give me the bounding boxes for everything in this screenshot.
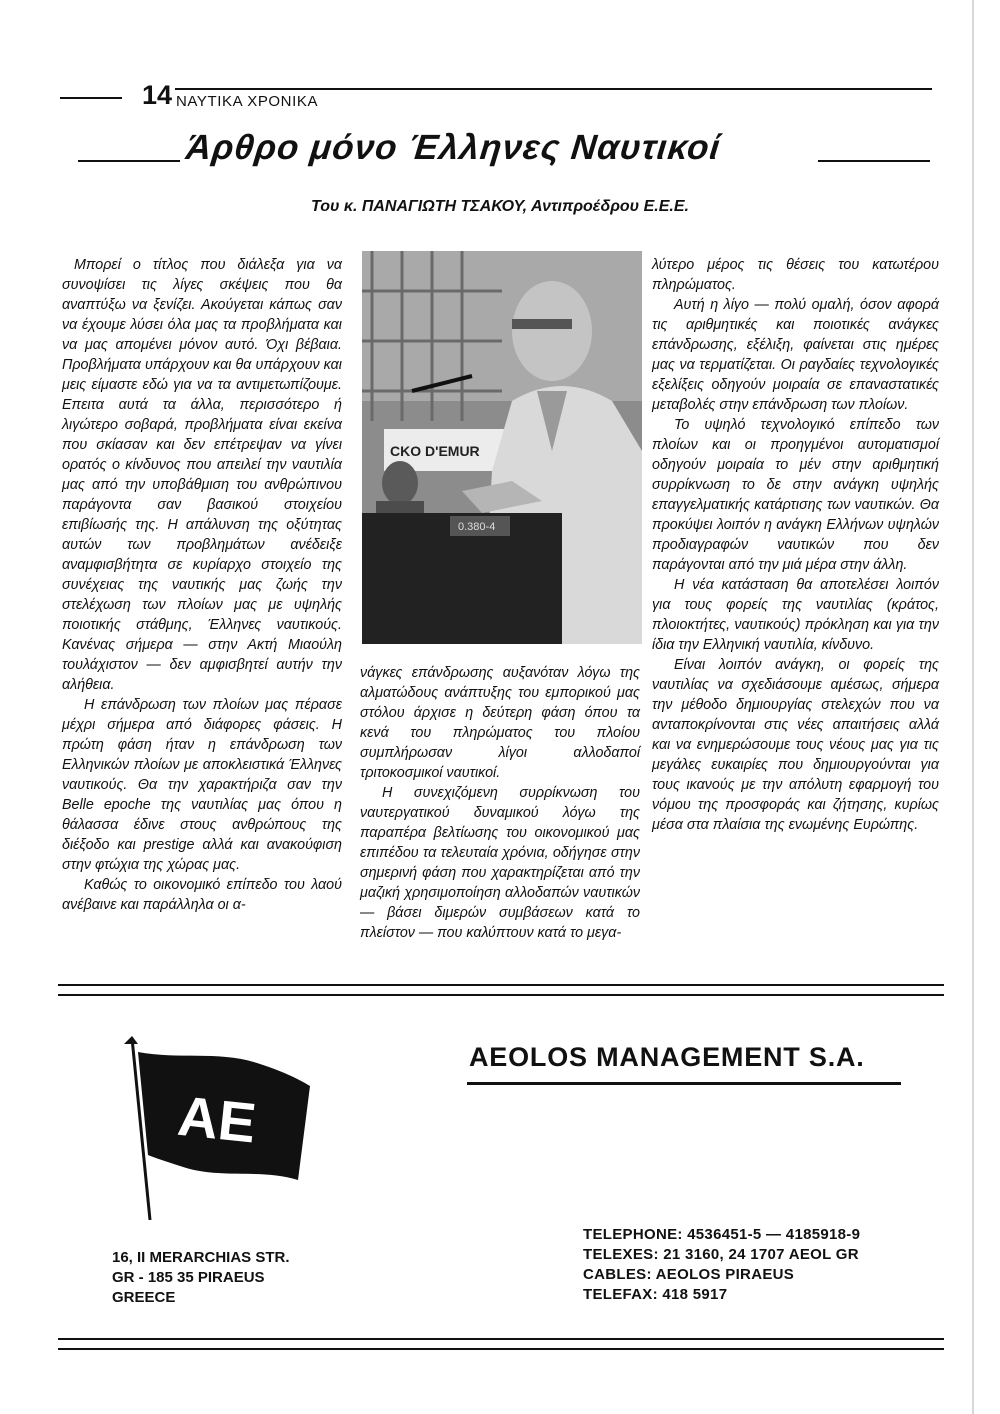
- contact-cables: CABLES: AEOLOS PIRAEUS: [583, 1266, 795, 1283]
- header-rule-left: [60, 97, 122, 99]
- contact-telephone: TELEPHONE: 4536451-5 — 4185918-9: [583, 1226, 861, 1243]
- address-line: GR - 185 35 PIRAEUS: [112, 1269, 265, 1286]
- article-column-2: [360, 663, 640, 943]
- flag-letters: AE: [175, 1083, 259, 1155]
- article-column-1: [62, 255, 342, 915]
- speaker-photo: [362, 251, 642, 644]
- speaker-photo-image: [362, 251, 642, 644]
- column-3-paragraph: Είναι λοιπόν ανάγκη, οι φορείς της ναυτιλίας να σχεδιάσουμε αμέσως, σήμερα την μέθοδο δημιουργίας στελεχών που να ανταποκρίνονται στις νέες απαιτήσεις αλλά και να ενημερώσουμε τους νέους μας για τις μεγάλες ευκαιρίες που δημιουργούνται για τους ικανούς με την απόλυτη εφαρμογή του νόμου της προσφοράς και ζήτησης, κυρίως μέσα στα πλαίσια της ενωμένης Ευρώπης.: [652, 657, 939, 833]
- title-rule-right: [818, 160, 930, 162]
- title-rule-left: [78, 160, 180, 162]
- column-3-paragraph: λύτερο μέρος τις θέσεις του κατωτέρου πληρώματος.: [652, 257, 939, 293]
- column-3-paragraph: Η νέα κατάσταση θα αποτελέσει λοιπόν για τους φορείς της ναυτιλίας (κράτος, πλοιοκτήτες, ναυτικούς) πρόκληση και για την ίδια την Ελληνική ναυτιλία, κίνδυνο.: [652, 577, 939, 653]
- contact-telefax: TELEFAX: 418 5917: [583, 1286, 728, 1303]
- advert-separator-bottom: [58, 1338, 944, 1350]
- page-number: 14: [142, 80, 173, 110]
- company-address: [112, 1248, 290, 1308]
- column-1-paragraph: Η επάνδρωση των πλοίων μας πέρασε μέχρι σήμερα από διάφορες φάσεις. Η πρώτη φάση ήταν η επάνδρωση των Ελληνικών πλοίων με αποκλειστικά Έλληνες ναυτικούς. Θα την χαρακτήριζα σαν την Belle epoche της ναυτιλίας μας όπου η θάλασσα έδινε στους ανθρώπους της διέξοδο και prestige αλλά και ανακούφιση στην φτώχια της χώρας μας.: [62, 697, 342, 873]
- photo-sign-text: CKO D'EMUR: [390, 443, 480, 459]
- article-byline: Του κ. ΠΑΝΑΓΙΩΤΗ ΤΣΑΚΟΥ, Αντιπροέδρου Ε.Ε.Ε.: [311, 198, 689, 215]
- column-1-paragraph: Μπορεί ο τίτλος που διάλεξα για να συνοψίσει τις λίγες σκέψεις που θα αναπτύξω να ξενίζει. Ακούγεται κάπως σαν να έχουμε λύσει όλα μας τα προβλήματα και να μας απομένει μόνον αυτό. Όχι βέβαια. Προβλήματα υπάρχουν και θα υπάρχουν και μεις είμαστε εδώ για να τα αντιμετωπίζουμε. Επειτα αυτά τα άλλα, περισσότερο ή λιγώτερο σοβαρά, προβλήματα είναι εκείνα που σκίασαν και δεν επέτρεψαν να γίνει ορατός ο κίνδυνος που απειλεί την ναυτιλία μας από την υποβάθμιση του ανθρώπινου παράγοντα σαν βασικού στοιχείου επιβίωσής της. Η απάλυνση της οξύτητας αυτών των προβλημάτων ανέδειξε αναμφισβήτητα σε κυρίαρχο στοιχείο της συνέχειας της ναυτικής μας ζωής την στελέχωση των πλοίων μας με υψηλής ποιοτικής στάθμης, Έλληνες ναυτικούς. Κανένας σήμερα — στην Ακτή Μιαούλη τουλάχιστον — δεν αμφισβητεί αυτήν την αλήθεια.: [62, 257, 342, 693]
- section-name: ΝΑΥΤΙΚΑ ΧΡΟΝΙΚΑ: [176, 93, 319, 110]
- contact-telexes: TELEXES: 21 3160, 24 1707 AEOL GR: [583, 1246, 859, 1263]
- column-3-paragraph: Το υψηλό τεχνολογικό επίπεδο των πλοίων και οι προηγμένοι αυτοματισμοί οδηγούν μοιραία το μέν στην αριθμητική συρρίκνωση το δε στην ανάγκη υψηλής επαγγελματικής κατάρτισης των ναυτικών. Θα προκύψει λοιπόν η ανάγκη Ελλήνων υψηλών προδιαγραφών ναυτικών που δεν παράγονται από την μιά μέρα στην άλλη.: [652, 417, 939, 573]
- column-2-paragraph: Η συνεχιζόμενη συρρίκνωση του ναυτεργατικού δυναμικού λόγω της παραπέρα βελτίωσης του οικονομικού μας επιπέδου τα τελευταία χρόνια, οδήγησε στην σημερινή φάση που χαρακτηρίζεται από την μαζική χρησιμοποίηση αλλοδαπών ναυτικών — βάσει διμερών συμβάσεων κατά το πλείστον — που καλύπτουν κατά το μεγα-: [360, 785, 640, 941]
- column-3-paragraph: Αυτή η λίγο — πολύ ομαλή, όσον αφορά τις αριθμητικές και ποιοτικές ανάγκες επάνδρωσης, εξέλιξη, φαίνεται στις ημέρες μας να τερματίζεται. Οι ραγδαίες τεχνολογικές εξελίξεις οδηγούν μοιραία σε επαναστατικές μεταβολές στην επάνδρωση των πλοίων.: [652, 297, 939, 413]
- aeolos-flag-logo: [110, 1030, 320, 1220]
- company-contacts: [583, 1225, 860, 1305]
- article-column-3: [652, 255, 939, 835]
- company-name: AEOLOS MANAGEMENT S.A.: [469, 1042, 865, 1072]
- address-line: GREECE: [112, 1289, 176, 1306]
- photo-podium-text: 0.380-4: [458, 521, 496, 533]
- advert-separator-top: [58, 984, 944, 996]
- article-title-row: [78, 128, 930, 172]
- header-rule-right: [175, 88, 932, 90]
- article-title: Άρθρο μόνο Έλληνες Ναυτικοί: [184, 128, 723, 167]
- address-line: 16, II MERARCHIAS STR.: [112, 1249, 290, 1266]
- company-underline: [467, 1082, 901, 1085]
- column-1-paragraph: Καθώς το οικονομικό επίπεδο του λαού ανέβαινε και παράλληλα οι α-: [62, 877, 342, 913]
- column-2-paragraph: νάγκες επάνδρωσης αυξανόταν λόγω της αλματώδους ανάπτυξης του εμπορικού μας στόλου άρχισε η δεύτερη φάση όπου τα κενά του πληρώματος του πλοίου συμπλήρωσαν λίγοι αλλοδαποί τριτοκοσμικοί ναυτικοί.: [360, 665, 640, 781]
